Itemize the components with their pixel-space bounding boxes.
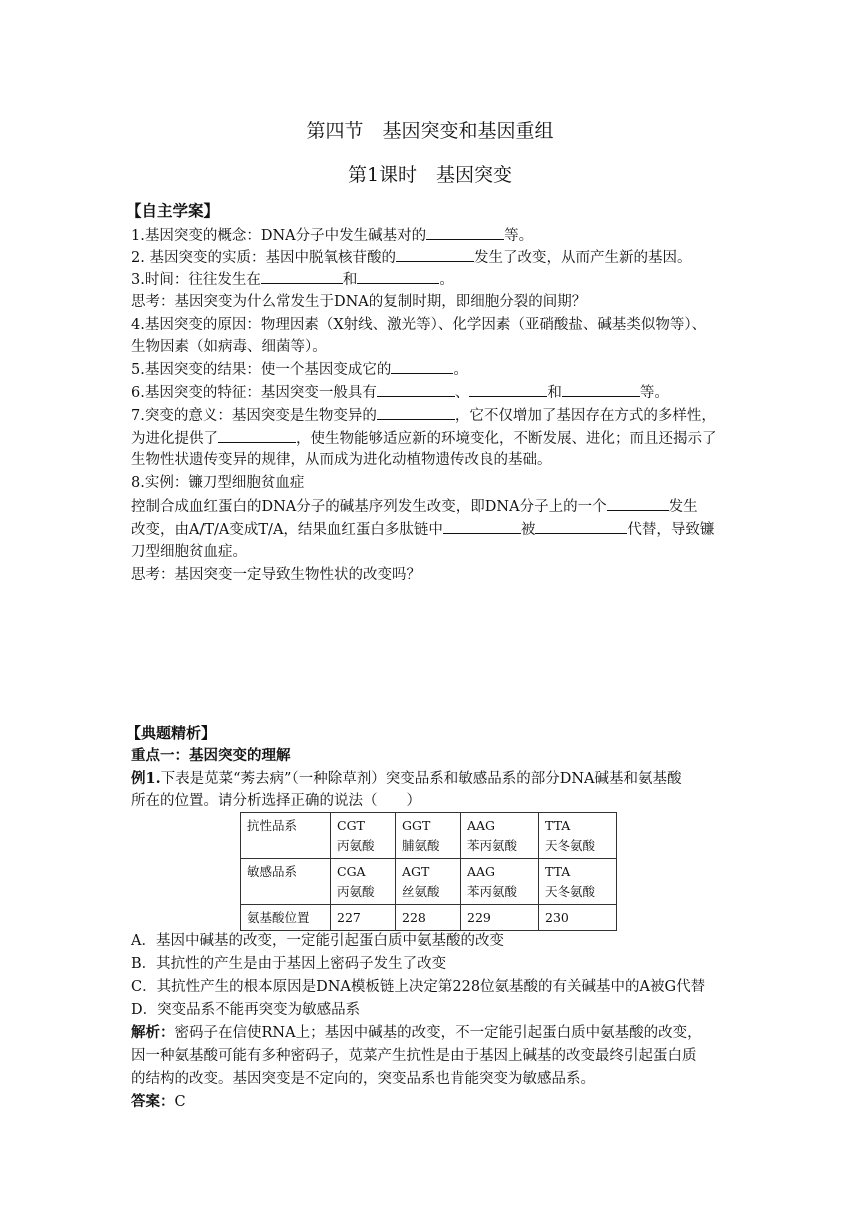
table-cell: CGA 丙氨酸: [331, 859, 396, 905]
question-8-line-2: 改变，由A/T/A变成T/A，结果血红蛋白多肽链中 被 代替，导致镰: [131, 518, 714, 541]
option-b: B．其抗性的产生是由于基因上密码子发生了改变: [131, 956, 447, 972]
option-a: A．基因中碱基的改变，一定能引起蛋白质中氨基酸的改变: [131, 933, 504, 949]
table-row-label: 抗性品系: [241, 813, 331, 859]
think-1: 思考：基因突变为什么常发生于DNA的复制时期，即细胞分裂的间期？: [131, 294, 587, 310]
table-cell: 229: [461, 905, 539, 931]
question-5: 5.基因突变的结果：使一个基因变成它的 。: [131, 358, 468, 381]
table-row-label: 敏感品系: [241, 859, 331, 905]
blank: [391, 358, 453, 374]
table-cell: TTA 天冬氨酸: [539, 859, 617, 905]
blank: [218, 427, 296, 443]
table-cell: AGT 丝氨酸: [396, 859, 461, 905]
table-row: [241, 905, 617, 931]
blank: [469, 381, 547, 397]
table-row: [241, 859, 617, 905]
question-7-line-2: 为进化提供了 ，使生物能够适应新的环境变化，不断发展、进化；而且还揭示了: [131, 427, 717, 450]
table-row-label: 氨基酸位置: [241, 905, 331, 931]
key-point-1: 重点一：基因突变的理解: [131, 747, 291, 764]
table-cell: AAG 苯丙氨酸: [461, 859, 539, 905]
question-7-line-3: 生物性状遗传变异的规律，从而成为进化动植物遗传改良的基础。: [131, 452, 552, 468]
section-title: 第四节 基因突变和基因重组: [306, 120, 554, 142]
example-1-line-2: 所在的位置。请分析选择正确的说法（ ）: [131, 793, 421, 809]
question-3: 3.时间：往往发生在 和 。: [131, 268, 454, 291]
answer: 答案：C: [131, 1093, 186, 1110]
base-amino-acid-table: [240, 812, 617, 931]
option-d: D．突变品系不能再突变为敏感品系: [131, 1002, 361, 1018]
question-8: 8.实例：镰刀型细胞贫血症: [131, 475, 305, 491]
example-1-line-1: 例1.下表是苋菜“莠去病”（一种除草剂）突变品系和敏感品系的部分DNA碱基和氨基酸: [131, 770, 682, 787]
question-4-line-2: 生物因素（如病毒、细菌等）。: [131, 339, 327, 355]
question-7-line-1: 7.突变的意义：基因突变是生物变异的 ，它不仅增加了基因存在方式的多样性，: [131, 404, 716, 427]
table-cell: 227: [331, 905, 396, 931]
lesson-title: 第1课时 基因突变: [347, 164, 513, 186]
blank: [535, 518, 627, 534]
analysis-line-3: 的结构的改变。基因突变是不定向的，突变品系也肯能突变为敏感品系。: [131, 1071, 595, 1087]
blank: [607, 495, 669, 511]
self-study-heading: 【自主学案】: [126, 201, 220, 220]
analysis-line-1: 解析：密码子在信使RNA上；基因中碱基的改变，不一定能引起蛋白质中氨基酸的改变，: [131, 1024, 702, 1041]
blank: [261, 268, 343, 284]
table-cell: 228: [396, 905, 461, 931]
blank: [426, 224, 504, 240]
table-row: [241, 813, 617, 859]
question-2: 2. 基因突变的实质：基因中脱氧核苷酸的 发生了改变，从而产生新的基因。: [131, 246, 691, 269]
table-cell: GGT 脯氨酸: [396, 813, 461, 859]
think-2: 思考：基因突变一定导致生物性状的改变吗？: [131, 567, 421, 583]
table-cell: TTA 天冬氨酸: [539, 813, 617, 859]
option-c: C．其抗性产生的根本原因是DNA模板链上决定第228位氨基酸的有关碱基中的A被G代替: [131, 979, 706, 995]
blank: [377, 381, 455, 397]
question-8-line-3: 刀型细胞贫血症。: [131, 544, 247, 560]
blank: [443, 518, 521, 534]
blank: [377, 404, 455, 420]
analysis-line-2: 因一种氨基酸可能有多种密码子，苋菜产生抗性是由于基因上碱基的改变最终引起蛋白质: [131, 1048, 697, 1064]
question-8-line-1: 控制合成血红蛋白的DNA分子的碱基序列发生改变，即DNA分子上的一个 发生: [131, 495, 698, 518]
table-cell: AAG 苯丙氨酸: [461, 813, 539, 859]
blank: [357, 268, 439, 284]
blank: [396, 246, 474, 262]
question-4-line-1: 4.基因突变的原因：物理因素（X射线、激光等）、化学因素（亚硝酸盐、碱基类似物等）、: [131, 317, 707, 333]
question-6: 6.基因突变的特征：基因突变一般具有 、 和 等。: [131, 381, 669, 404]
examples-heading: 【典题精析】: [126, 724, 217, 742]
table-cell: CGT 丙氨酸: [331, 813, 396, 859]
blank: [562, 381, 640, 397]
question-1: 1.基因突变的概念：DNA分子中发生碱基对的 等。: [131, 224, 533, 247]
table-cell: 230: [539, 905, 617, 931]
